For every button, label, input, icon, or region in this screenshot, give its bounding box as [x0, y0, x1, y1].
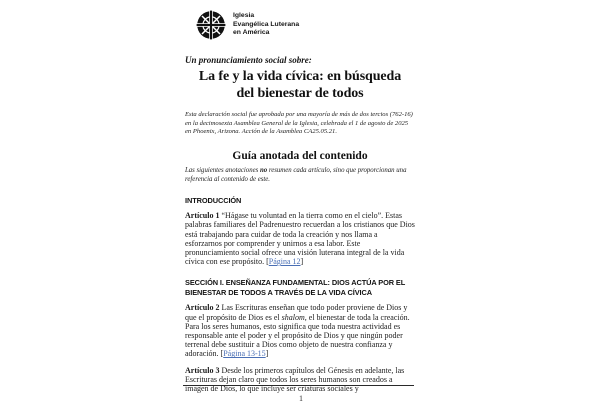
bracket-close: ]	[265, 349, 269, 359]
document-kicker: Un pronunciamiento social sobre:	[185, 55, 312, 65]
org-name-line-2: Evangélica Luterana	[233, 20, 300, 28]
article-2-italic-term: shalom	[281, 312, 305, 322]
title-line-1: La fe y la vida cívica: en búsqueda	[198, 69, 402, 84]
bracket-open: [	[220, 349, 224, 359]
approval-note: Esta declaración social fue aprobada por una mayoría de más de dos tercios (762-16) en la decimosexta Asamblea General de la Iglesia, celebrada el 1 de agosto de 2025 en Phoenix, Arizona. Acción de la Asamblea CA25.05.21.	[185, 111, 413, 136]
article-2-label: Artículo 2	[185, 303, 220, 313]
page-number-partial: 1	[299, 394, 303, 403]
page-link-12[interactable]: Página 12	[268, 257, 301, 267]
intro-section-heading: INTRODUCCIÓN	[185, 196, 242, 206]
article-1-paragraph	[185, 211, 415, 266]
bracket-open: [	[266, 257, 269, 267]
article-2-paragraph	[185, 303, 415, 358]
article-1-label: Artículo 1	[185, 211, 220, 221]
section-1-heading: SECCIÓN I. ENSEÑANZA FUNDAMENTAL: DIOS ACTÚA POR EL BIENESTAR DE TODOS A TRAVÉS DE LA VIDA CÍVICA	[185, 278, 406, 298]
article-3-paragraph	[185, 366, 415, 394]
article-3-text: Desde los primeros capítulos del Génesis en adelante, las Escrituras dejan claro que todos los seres humanos son creados a imagen de Dios, lo que incluye ser criaturas sociales y	[185, 365, 405, 393]
elca-globe-cross-icon	[196, 10, 226, 40]
page-link-13-15[interactable]: Página 13-15	[223, 349, 266, 359]
guide-note-after: resumen cada artículo, sino que proporcionan una referencia al contenido de este.	[185, 167, 407, 184]
page-bottom-rule	[183, 385, 414, 386]
document-title	[185, 69, 415, 102]
guide-note	[185, 166, 415, 184]
annotated-guide-heading: Guía anotada del contenido	[232, 150, 368, 163]
article-2-text-2: , el bienestar de toda la creación. Para los seres humanos, esto significa que toda nuestra actividad es responsable ante el poder y el propósito de Dios y que ningún poder terrenal debe sustituir a Dios como objeto de nuestra confianza y adoración.	[185, 312, 410, 359]
title-line-2: del bienestar de todos	[236, 85, 364, 101]
guide-note-emphasis: no	[259, 167, 268, 175]
bracket-close: ]	[300, 257, 304, 267]
org-logo	[196, 10, 415, 40]
guide-note-before: Las siguientes anotaciones	[185, 167, 260, 175]
article-1-text: “Hágase tu voluntad en la tierra como en el cielo”. Estas palabras familiares del Padrenuestro recuerdan a los cristianos que Dios está trabajando para cuidar de toda la creación y nos llama a esforzarnos por comprender y unirnos a esa labor. Este pronunciamiento social ofrece una visión luterana integral de la vida cívica con ese propósito.	[185, 211, 415, 267]
page-content	[185, 0, 415, 393]
org-name-line-3: en América	[233, 29, 270, 37]
org-name	[233, 12, 299, 38]
article-2-text-1: Las Escrituras enseñan que todo poder proviene de Dios y que el propósito de Dios es el	[185, 303, 408, 322]
article-3-label: Artículo 3	[185, 365, 220, 375]
org-name-line-1: Iglesia	[233, 11, 255, 19]
